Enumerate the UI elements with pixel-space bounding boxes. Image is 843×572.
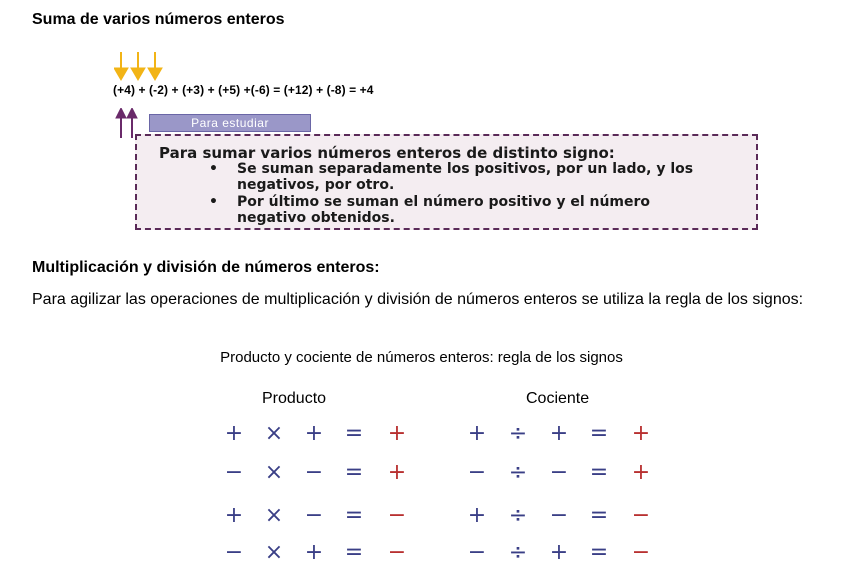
study-label-button: Para estudiar (149, 114, 311, 132)
quotient-header: Cociente (526, 390, 590, 407)
equals-symbol: = (344, 540, 364, 565)
result-sign: + (387, 421, 407, 446)
result-sign: − (387, 503, 407, 528)
divide-symbol: ÷ (508, 460, 528, 485)
divide-symbol: ÷ (508, 540, 528, 565)
sign-symbol: + (549, 421, 569, 446)
sign-symbol: − (549, 503, 569, 528)
section2-paragraph: Para agilizar las operaciones de multiplicación y división de números enteros se utiliza la regla de los signos: (32, 291, 804, 308)
sign-symbol: + (467, 421, 487, 446)
product-header: Producto (262, 390, 327, 407)
study-note-bullet: • Por último se suman el número positivo y el número negativo obtenidos. (197, 194, 707, 226)
sign-symbol: − (224, 460, 244, 485)
sign-symbol: + (304, 421, 324, 446)
sign-symbol: + (224, 421, 244, 446)
result-sign: + (631, 460, 651, 485)
sign-symbol: − (549, 460, 569, 485)
result-sign: − (631, 540, 651, 565)
sign-symbol: − (304, 503, 324, 528)
sign-symbol: − (224, 540, 244, 565)
sign-symbol: − (467, 460, 487, 485)
times-symbol: × (264, 460, 284, 485)
study-note-bullets (197, 161, 707, 226)
divide-symbol: ÷ (508, 421, 528, 446)
sign-symbol: − (304, 460, 324, 485)
equals-symbol: = (344, 460, 364, 485)
equals-symbol: = (344, 421, 364, 446)
result-sign: + (387, 460, 407, 485)
rules-title: Producto y cociente de números enteros: regla de los signos (220, 349, 623, 366)
result-sign: − (387, 540, 407, 565)
times-symbol: × (264, 540, 284, 565)
study-note-box (135, 134, 758, 230)
equals-symbol: = (589, 421, 609, 446)
sign-symbol: + (224, 503, 244, 528)
equals-symbol: = (344, 503, 364, 528)
sign-symbol: + (467, 503, 487, 528)
sign-symbol: + (549, 540, 569, 565)
sign-symbol: + (304, 540, 324, 565)
equals-symbol: = (589, 503, 609, 528)
sign-symbol: − (467, 540, 487, 565)
times-symbol: × (264, 421, 284, 446)
study-note-title: Para sumar varios números enteros de distinto signo: (159, 144, 615, 162)
result-sign: + (631, 421, 651, 446)
times-symbol: × (264, 503, 284, 528)
divide-symbol: ÷ (508, 503, 528, 528)
section1-title: Suma de varios números enteros (32, 11, 285, 28)
sum-equation: (+4) + (-2) + (+3) + (+5) +(-6) = (+12) + (-8) = +4 (113, 83, 374, 97)
study-note-bullet: • Se suman separadamente los positivos, por un lado, y los negativos, por otro. (197, 161, 707, 193)
result-sign: − (631, 503, 651, 528)
down-arrows-icon (114, 50, 164, 84)
equals-symbol: = (589, 540, 609, 565)
section2-title: Multiplicación y división de números enteros: (32, 259, 380, 276)
equals-symbol: = (589, 460, 609, 485)
